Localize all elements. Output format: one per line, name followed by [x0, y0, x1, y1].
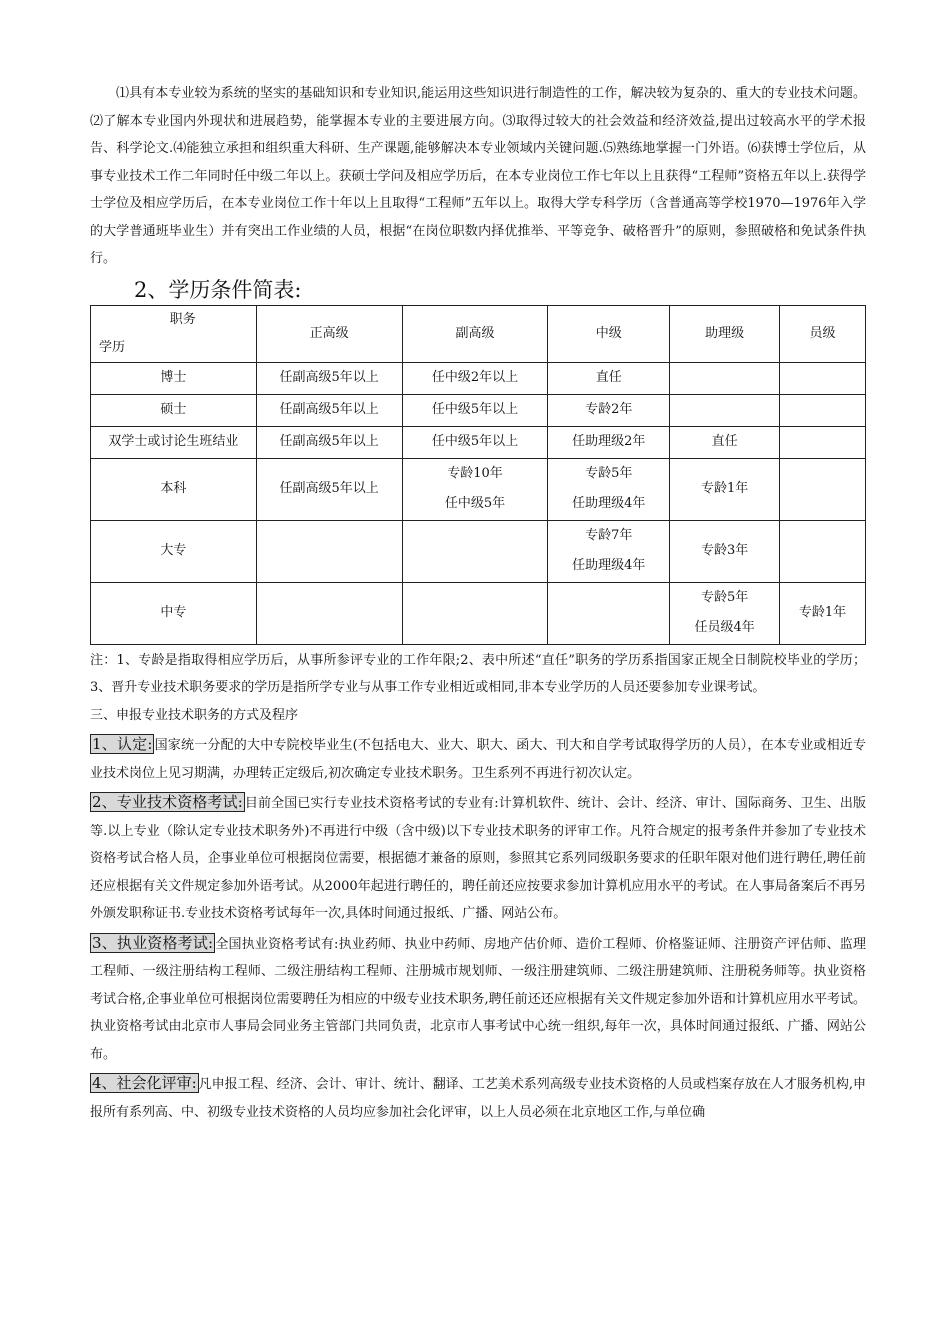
table-cell [548, 394, 670, 426]
table-title: 2、学历条件简表: [134, 277, 302, 302]
table-cell [780, 362, 866, 394]
cell-line: 专龄7年 [585, 528, 633, 543]
table-cell [402, 362, 548, 394]
table-row [91, 582, 866, 644]
table-cell [780, 520, 866, 582]
table-cell [548, 362, 670, 394]
table-cell [402, 582, 548, 644]
cell-line: 专龄5年 [585, 466, 633, 481]
cell-line: 任助理级4年 [572, 496, 646, 511]
section-text: 凡申报工程、经济、会计、审计、统计、翻译、工艺美术系列高级专业技术资格的人员或档案存放在人才服务机构,申报所有系列高、中、初级专业技术资格的人员均应参加社会化评审，以上人员必须在北京地区工作,与单位确 [90, 1077, 866, 1120]
cell-line: 任副高级5年以上 [279, 434, 379, 449]
table-note: 注：1、专龄是指取得相应学历后，从事所参评专业的工作年限;2、表中所述“直任”职务的学历系指国家正规全日制院校毕业的学历；3、晋升专业技术职务要求的学历是指所学专业与从事工作专业相近或相同,非本专业学历的人员还要参加专业课考试。 [90, 652, 866, 695]
table-row [91, 520, 866, 582]
table-cell [780, 458, 866, 520]
table-cell [402, 394, 548, 426]
cell-line: 专龄1年 [798, 605, 847, 620]
table-cell [548, 426, 670, 458]
column-header: 副高级 [402, 305, 548, 362]
header-position-label: 职务 [169, 311, 196, 327]
cell-line: 任员级4年 [694, 620, 755, 635]
table-cell [670, 520, 780, 582]
column-header: 员级 [780, 305, 866, 362]
table-cell [256, 458, 402, 520]
row-label: 本科 [91, 458, 257, 520]
table-cell [548, 520, 670, 582]
table-cell [670, 426, 780, 458]
table-cell [548, 582, 670, 644]
table-cell [256, 582, 402, 644]
section-text: 国家统一分配的大中专院校毕业生(不包括电大、业大、职大、函大、刊大和自学考试取得学历的人员），在本专业或相近专业技术岗位上见习期满，办理转正定级后,初次确定专业技术职务。卫生系列不再进行初次认定。 [90, 738, 866, 781]
table-row [91, 426, 866, 458]
cell-line: 专龄2年 [585, 402, 633, 417]
table-cell [780, 426, 866, 458]
cell-line: 任中级5年以上 [431, 434, 519, 449]
table-cell [780, 394, 866, 426]
column-header: 助理级 [670, 305, 780, 362]
table-cell [256, 362, 402, 394]
table-cell [670, 458, 780, 520]
cell-line: 任副高级5年以上 [279, 402, 379, 417]
section-text: 全国执业资格考试有:执业药师、执业中药师、房地产估价师、造价工程师、价格鉴证师、注册资产评估师、监理工程师、一级注册结构工程师、二级注册结构工程师、注册城市规划师、一级注册建筑师、二级注册建筑师、注册税务师等。执业资格考试合格,企事业单位可根据岗位需要聘任为相应的中级专业技术职务,聘任前还还应根据有关文件规定参加外语和计算机应用水平考试。执业资格考试由北京市人事局会同业务主管部门共同负责，北京市人事考试中心统一组织,每年一次，具体时间通过报纸、广播、网站公布。 [90, 936, 866, 1062]
cell-line: 任助理级2年 [572, 434, 646, 449]
table-cell [670, 362, 780, 394]
cell-line: 直任 [711, 434, 738, 449]
cell-line: 专龄1年 [700, 481, 749, 496]
section-text: 目前全国已实行专业技术资格考试的专业有:计算机软件、统计、会计、经济、审计、国际商务、卫生、出版等.以上专业（除认定专业技术职务外)不再进行中级（含中级)以下专业技术职务的评审工作。凡符合规定的报考条件并参加了专业技术资格考试合格人员，企事业单位可根据岗位需要，根据德才兼备的原则，参照其它系列同级职务要求的任职年限对他们进行聘任,聘任前还应根据有关文件规定参加外语考试。从2000年起进行聘任的，聘任前还应按要求参加计算机应用水平的考试。在人事局备案后不再另外颁发职称证书.专业技术资格考试每年一次,具体时间通过报纸、广播、网站公布。 [90, 796, 866, 921]
table-row [91, 362, 866, 394]
table-cell [402, 426, 548, 458]
table-cell [402, 458, 548, 520]
cell-line: 直任 [595, 370, 622, 385]
row-label: 中专 [91, 582, 257, 644]
cell-line: 专龄5年 [700, 590, 749, 605]
section-paragraph [90, 1070, 866, 1126]
education-requirements-table [90, 305, 866, 645]
cell-line: 任中级5年以上 [431, 402, 519, 417]
section-label: 3、执业资格考试: [92, 933, 214, 952]
table-cell [402, 520, 548, 582]
cell-line: 任中级2年以上 [431, 370, 519, 385]
row-label: 大专 [91, 520, 257, 582]
row-label: 硕士 [91, 394, 257, 426]
row-label: 博士 [91, 362, 257, 394]
table-cell [256, 520, 402, 582]
cell-line: 专龄3年 [700, 543, 749, 558]
column-header: 正高级 [256, 305, 402, 362]
sections-list [90, 731, 866, 1126]
cell-line: 任中级5年 [444, 496, 506, 511]
section-paragraph [90, 789, 866, 928]
document-page [90, 80, 866, 1126]
table-cell [256, 426, 402, 458]
section-label: 1、认定: [92, 735, 153, 753]
table-row [91, 458, 866, 520]
header-education-label: 学历 [99, 339, 126, 355]
section-heading: 三、申报专业技术职务的方式及程序 [90, 707, 299, 723]
cell-line: 任副高级5年以上 [279, 481, 379, 496]
intro-paragraph: ⑴具有本专业较为系统的坚实的基础知识和专业知识,能运用这些知识进行制造性的工作，解决较为复杂的、重大的专业技术问题。⑵了解本专业国内外现状和进展趋势，能掌握本专业的主要进展方向。⑶取得过较大的社会效益和经济效益,提出过较高水平的学术报告、科学论文.⑷能独立承担和组织重大科研、生产课题,能够解决本专业领域内关键问题.⑸熟练地掌握一门外语。⑹获博士学位后，从事专业技术工作二年同时任中级二年以上。获硕士学问及相应学历后，在本专业岗位工作七年以上且获得“工程师”资格五年以上.获得学士学位及相应学历后，在本专业岗位工作十年以上且取得“工程师”五年以上。取得大学专科学历（含普通高等学校1970—1976年入学的大学普通班毕业生）并有突出工作业绩的人员，根据“在岗位职数内择优推举、平等竞争、破格晋升”的原则，参照破格和免试条件执行。 [90, 86, 866, 266]
cell-line: 任副高级5年以上 [279, 370, 379, 385]
table-cell [780, 582, 866, 644]
column-header: 中级 [548, 305, 670, 362]
cell-line: 专龄10年 [447, 466, 503, 481]
table-header-row [91, 305, 866, 362]
table-cell [548, 458, 670, 520]
section-label: 4、社会化评审: [92, 1074, 197, 1092]
table-cell [256, 394, 402, 426]
cell-line: 任助理级4年 [572, 558, 646, 573]
table-corner-cell [91, 305, 257, 362]
table-cell [670, 394, 780, 426]
table-cell [670, 582, 780, 644]
section-paragraph [90, 731, 866, 787]
row-label: 双学士或讨论生班结业 [91, 426, 257, 458]
section-label: 2、专业技术资格考试: [92, 793, 243, 811]
section-paragraph [90, 930, 866, 1069]
table-row [91, 394, 866, 426]
